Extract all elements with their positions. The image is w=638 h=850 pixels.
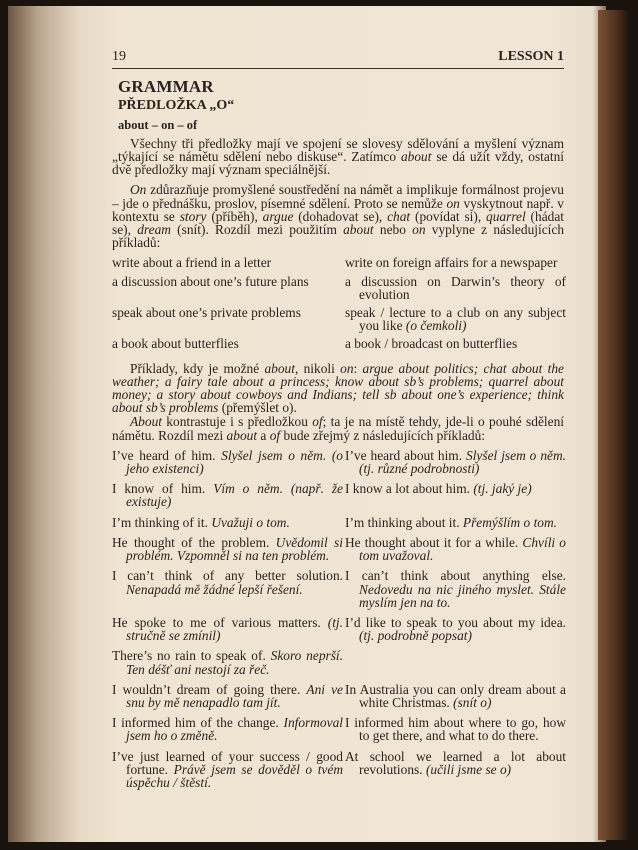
example-left bbox=[112, 683, 343, 709]
italic-text: argue bbox=[262, 208, 294, 224]
text: I’ve heard of him. bbox=[112, 447, 222, 463]
text: I know of him. bbox=[112, 481, 214, 497]
example-right bbox=[345, 337, 566, 350]
italic-text: Chvíli o tom uvažoval. bbox=[359, 534, 566, 564]
example-left bbox=[112, 256, 343, 269]
italic-text: on bbox=[340, 360, 354, 376]
text: In Australia you can only dream about a white Christmas. bbox=[345, 681, 566, 710]
text: se dá užít vždy, ostatní dvě předložky mají význam speciálnější. bbox=[112, 149, 564, 178]
text: (přemýšlet o). bbox=[218, 400, 297, 416]
text: vyplyne z následujících příkladů: bbox=[112, 222, 565, 251]
italic-text: about bbox=[264, 360, 295, 376]
text: a book about butterflies bbox=[112, 336, 239, 352]
text: nebo bbox=[373, 222, 413, 238]
example-right bbox=[345, 536, 566, 562]
section-title: GRAMMAR bbox=[118, 77, 214, 97]
example-left bbox=[112, 449, 343, 475]
italic-text: (tj. stručně se zmínil) bbox=[126, 614, 343, 644]
italic-text: Uvědomil si problém. Vzpomněl si na ten problém. bbox=[126, 534, 343, 564]
italic-text: (snít o) bbox=[453, 694, 492, 710]
example-right bbox=[345, 482, 566, 508]
example-left bbox=[112, 616, 343, 642]
paragraph bbox=[112, 415, 564, 441]
text: bude zřejmý z následujících příkladů: bbox=[280, 427, 486, 443]
text: I informed him of the change. bbox=[112, 715, 284, 731]
italic-text: Informoval jsem ho o změně. bbox=[126, 715, 343, 744]
italic-text: Nenapadá mě žádné lepší řešení. bbox=[126, 581, 303, 597]
example-left bbox=[112, 750, 343, 790]
example-left bbox=[112, 482, 343, 508]
section-subtitle: PŘEDLOŽKA „O“ bbox=[118, 98, 235, 114]
example-right bbox=[345, 649, 566, 675]
text: Všechny tři předložky mají ve spojení se slovesy sdělování a myšlení význam „týkající se námětu sdělení nebo diskuse“. Zatímco bbox=[112, 135, 564, 165]
italic-text: (tj. podrobně popsat) bbox=[359, 628, 472, 644]
italic-text: Uvažuji o tom. bbox=[211, 514, 290, 530]
text: He thought about it for a while. bbox=[345, 534, 523, 550]
italic-text: On bbox=[130, 182, 147, 198]
text: : bbox=[353, 360, 363, 376]
italic-text: Přemýšlím o tom. bbox=[462, 514, 558, 530]
text: speak / lecture to a club on any subject you like bbox=[345, 305, 566, 334]
text: At school we learned a lot about revolutions. bbox=[345, 748, 566, 777]
text: I’d like to speak to you about my idea. bbox=[345, 614, 566, 630]
examples-about-on bbox=[112, 256, 564, 355]
italic-text: Nedovedu na nic jiného myslet. Stále myslím jen na to. bbox=[359, 581, 566, 610]
example-left bbox=[112, 516, 343, 529]
italic-text: Slyšel jsem o něm. (tj. různé podrobnosti) bbox=[359, 447, 566, 477]
italic-text: about bbox=[400, 149, 432, 165]
example-right bbox=[345, 569, 566, 609]
example-left bbox=[112, 275, 343, 301]
italic-text: of bbox=[269, 427, 281, 443]
example-left bbox=[112, 716, 343, 742]
text: I wouldn’t dream of going there. bbox=[112, 681, 307, 697]
example-right bbox=[345, 306, 566, 332]
text: Příklady, kdy je možné bbox=[130, 360, 265, 376]
text: write on foreign affairs for a newspaper bbox=[345, 255, 558, 271]
subheading: about – on – of bbox=[118, 117, 198, 132]
text: a bbox=[257, 427, 270, 443]
text: He spoke to me of various matters. bbox=[112, 614, 328, 630]
text: zdůrazňuje promyšlené soustředění na námět a implikuje formálnost projevu – jde o přednášku, proslov, písemné sdělení. Proto se nemůže bbox=[112, 182, 564, 211]
explanation-paragraphs bbox=[112, 362, 564, 442]
book-edge bbox=[598, 10, 630, 840]
example-right bbox=[345, 716, 566, 742]
italic-text: of bbox=[312, 414, 323, 430]
italic-text: (o čemkoli) bbox=[405, 318, 467, 334]
text: (příběh), bbox=[206, 208, 263, 224]
text: There’s no rain to speak of. bbox=[112, 648, 271, 664]
example-right bbox=[345, 449, 566, 475]
text: a book / broadcast on butterflies bbox=[345, 336, 518, 352]
paragraph bbox=[112, 137, 564, 177]
text: write about a friend in a letter bbox=[112, 255, 272, 271]
example-left bbox=[112, 536, 343, 562]
text: ; ta je na místě tehdy, jde-li o pouhé sdělení námětu. Rozdíl mezi bbox=[112, 414, 564, 443]
italic-text: Vím o něm. (např. že existuje) bbox=[126, 481, 343, 510]
text: kontrastuje i s předložkou bbox=[162, 414, 313, 430]
example-right bbox=[345, 275, 566, 301]
example-right bbox=[345, 516, 566, 529]
example-right bbox=[345, 750, 566, 790]
text: I can’t think of any better solution. bbox=[112, 568, 343, 584]
text: speak about one’s private problems bbox=[112, 305, 301, 321]
page-number: 19 bbox=[112, 49, 126, 64]
text: (hádat se), bbox=[112, 208, 565, 238]
italic-text: argue about politics; chat about the weather; a fairy tale about a princess; know about sb’s problems; quarrel about money; a story about cowboys and Indians; tell sb about one’s experience; think about sb’s problems bbox=[112, 360, 564, 416]
italic-text: (tj. jaký je) bbox=[473, 481, 532, 497]
italic-text: (učili jsme se o) bbox=[425, 761, 512, 777]
italic-text: on bbox=[446, 195, 460, 211]
italic-text: Ani ve snu by mě nenapadlo tam jít. bbox=[126, 681, 343, 710]
text: vyskytnout např. v kontextu se bbox=[112, 195, 565, 224]
text: I’ve just learned of your success / good fortune. bbox=[112, 748, 343, 777]
examples-about-of bbox=[112, 449, 564, 796]
example-right bbox=[345, 683, 566, 709]
paragraph bbox=[112, 183, 564, 249]
text: I informed him about where to go, how to get there, and what to do there. bbox=[345, 715, 566, 744]
text: I know a lot about him. bbox=[345, 481, 474, 497]
text: I can’t think about anything else. bbox=[345, 568, 566, 584]
example-left bbox=[112, 649, 343, 675]
example-left bbox=[112, 337, 343, 350]
text: (dohadovat se), bbox=[293, 208, 388, 224]
text: (snít). Rozdíl mezi použitím bbox=[170, 222, 344, 238]
italic-text: about bbox=[226, 427, 258, 443]
italic-text: quarrel bbox=[486, 208, 526, 224]
intro-paragraphs bbox=[112, 137, 564, 250]
page-content bbox=[112, 50, 564, 802]
italic-text: About bbox=[130, 414, 162, 430]
text: a discussion about one’s future plans bbox=[112, 273, 309, 289]
italic-text: Skoro neprší. Ten déšť ani nestojí za řeč. bbox=[126, 648, 343, 677]
italic-text: on bbox=[412, 222, 426, 238]
example-left bbox=[112, 569, 343, 609]
italic-text: dream bbox=[137, 222, 171, 238]
text: I’ve heard about him. bbox=[345, 447, 467, 463]
italic-text: Právě jsem se dověděl o tvém úspěchu / štěstí. bbox=[126, 761, 343, 790]
example-right bbox=[345, 616, 566, 642]
paragraph bbox=[112, 362, 564, 415]
text: , nikoli bbox=[294, 360, 341, 376]
example-right bbox=[345, 256, 566, 269]
example-left bbox=[112, 306, 343, 332]
running-header bbox=[112, 50, 564, 69]
text: (povídat si), bbox=[410, 208, 487, 224]
text: I’m thinking of it. bbox=[112, 514, 212, 530]
italic-text: about bbox=[343, 222, 374, 238]
text: He thought of the problem. bbox=[112, 534, 276, 550]
text: a discussion on Darwin’s theory of evolution bbox=[345, 273, 566, 302]
italic-text: Slyšel jsem o něm. (o jeho existenci) bbox=[126, 447, 343, 477]
italic-text: chat bbox=[387, 208, 411, 224]
text: I’m thinking about it. bbox=[345, 514, 463, 530]
lesson-label: LESSON 1 bbox=[498, 49, 564, 64]
italic-text: story bbox=[179, 208, 207, 224]
